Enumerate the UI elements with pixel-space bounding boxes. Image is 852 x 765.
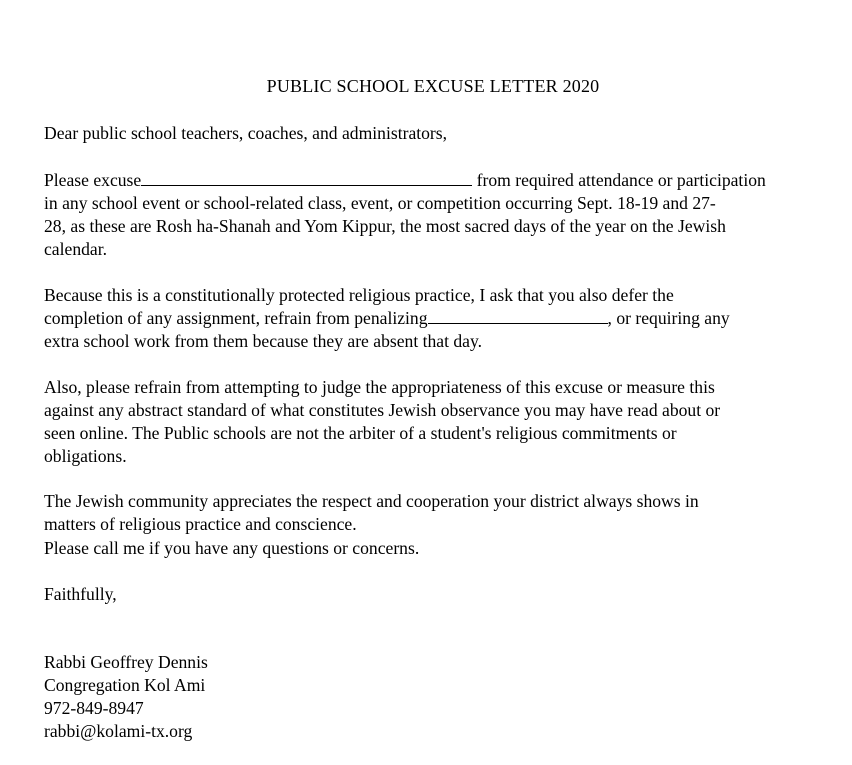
paragraph-2-line-2 [44, 307, 730, 330]
paragraph-1-line-1 [44, 169, 766, 192]
paragraph-1-line-2: in any school event or school-related class, event, or competition occurring Sept. 18-19 and 27- [44, 193, 716, 213]
salutation: Dear public school teachers, coaches, and administrators, [44, 123, 448, 143]
student-name-blank[interactable] [141, 170, 472, 186]
paragraph-3-line-4: obligations. [44, 446, 127, 466]
letter-title: PUBLIC SCHOOL EXCUSE LETTER 2020 [266, 76, 600, 96]
excuse-continuation: from required attendance or participation [472, 170, 766, 190]
penalizing-label: completion of any assignment, refrain from penalizing [44, 308, 428, 328]
paragraph-4-line-2: matters of religious practice and conscience. [44, 514, 357, 534]
paragraph-2-line-3: extra school work from them because they are absent that day. [44, 331, 483, 351]
excuse-label: Please excuse [44, 170, 142, 190]
paragraph-3-line-2: against any abstract standard of what constitutes Jewish observance you may have read about or [44, 400, 721, 420]
student-blank[interactable] [428, 308, 608, 324]
signature-congregation: Congregation Kol Ami [44, 675, 206, 695]
paragraph-3-line-1: Also, please refrain from attempting to judge the appropriateness of this excuse or measure this [44, 377, 715, 397]
paragraph-1-line-3: 28, as these are Rosh ha-Shanah and Yom Kippur, the most sacred days of the year on the Jewish [44, 216, 726, 236]
penalizing-continuation: , or requiring any [607, 308, 730, 328]
paragraph-3-line-3: seen online. The Public schools are not the arbiter of a student's religious commitments or [44, 423, 677, 443]
paragraph-4-line-1: The Jewish community appreciates the respect and cooperation your district always shows in [44, 491, 699, 511]
paragraph-1-line-4: calendar. [44, 239, 108, 259]
paragraph-4-line-3: Please call me if you have any questions or concerns. [44, 538, 420, 558]
signature-name: Rabbi Geoffrey Dennis [44, 652, 208, 672]
signature-phone: 972-849-8947 [44, 698, 144, 718]
paragraph-2-line-1: Because this is a constitutionally protected religious practice, I ask that you also defer the [44, 285, 674, 305]
closing: Faithfully, [44, 584, 117, 604]
signature-email: rabbi@kolami-tx.org [44, 721, 193, 741]
